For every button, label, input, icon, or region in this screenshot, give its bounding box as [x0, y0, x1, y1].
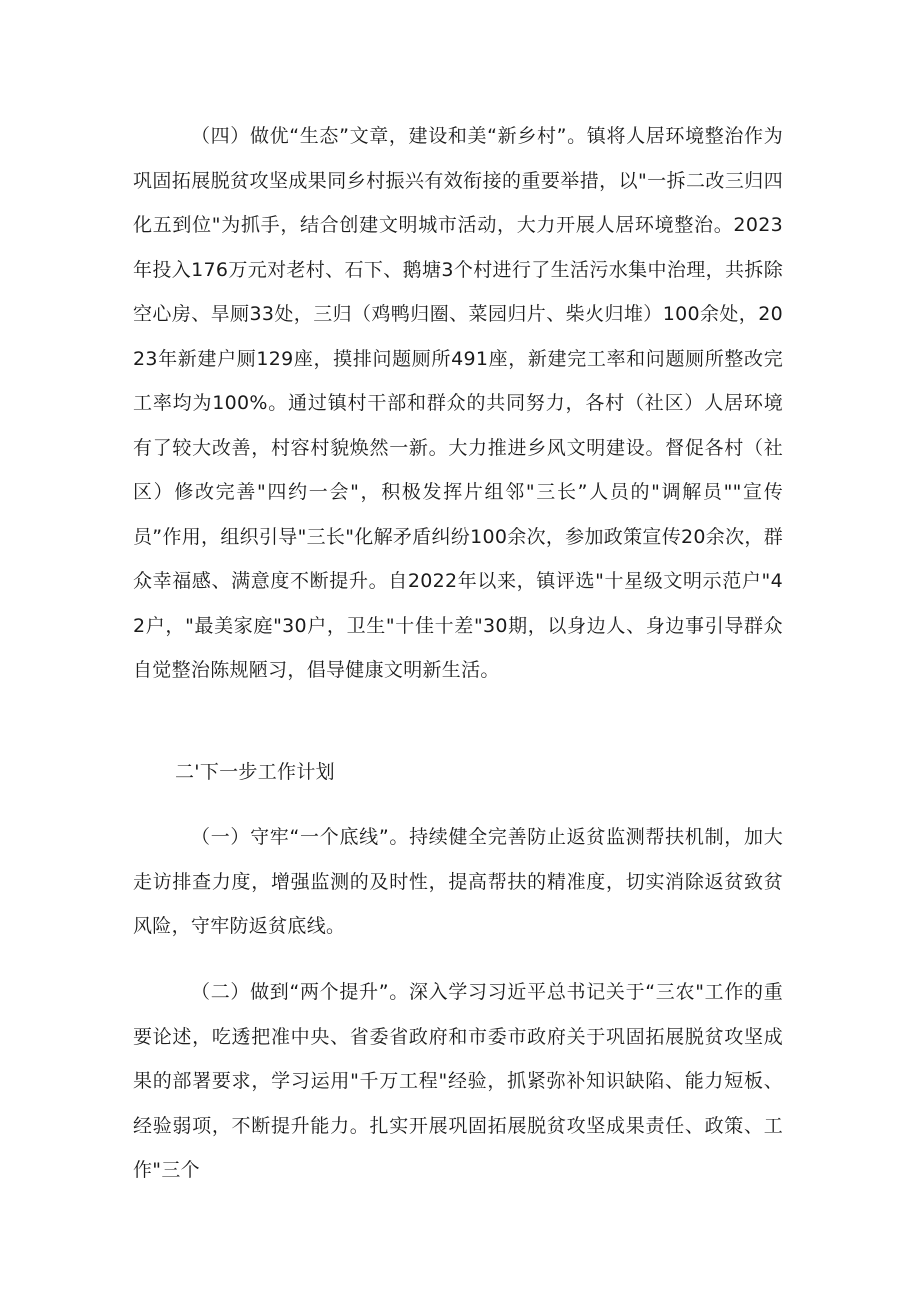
paragraph-two-improvements: （二）做到“两个提升”。深入学习习近平总书记关于“三农"工作的重要论述，吃透把准中央、省委省政府和市委市政府关于巩固拓展脱贫攻坚成果的部署要求，学习运用"千万工程"经验，抓紧弥补知识缺陷、能力短板、经验弱项，不断提升能力。扎实开展巩固拓展脱贫攻坚成果责任、政策、工作"三个: [133, 981, 783, 1181]
paragraph-ecology: （四）做优“生态”文章，建设和美“新乡村”。镇将人居环境整治作为巩固拓展脱贫攻坚成果同乡村振兴有效衔接的重要举措，以"一拆二改三归四化五到位"为抓手，结合创建文明城市活动，大力开展人居环境整治。2023年投入176万元对老村、石下、鹅塘3个村进行了生活污水集中治理，共拆除空心房、旱厕33处，三归（鸡鸭归圈、菜园归片、柴火归堆）100余处，2023年新建户厕129座，摸排问题厕所491座，新建完工率和问题厕所整改完工率均为100%。通过镇村干部和群众的共同努力，各村（社区）人居环境有了较大改善，村容村貌焕然一新。大力推进乡风文明建设。督促各村（社区）修改完善"四约一会"，积极发挥片组邻"三长”人员的"调解员""宣传员”作用，组织引导"三长"化解矛盾纠纷100余次，参加政策宣传20余次，群众幸福感、满意度不断提升。自2022年以来，镇评选"十星级文明示范户"42户，"最美家庭"30户，卫生"十佳十差"30期，以身边人、身边事引导群众自觉整治陈规陋习，倡导健康文明新生活。: [133, 125, 783, 681]
section-heading-next-steps: 二'下一步工作计划: [175, 761, 335, 783]
paragraph-bottom-line: （一）守牢“一个底线”。持续健全完善防止返贫监测帮扶机制，加大走访排查力度，增强监测的及时性，提高帮扶的精准度，切实消除返贫致贫风险，守牢防返贫底线。: [133, 826, 783, 937]
